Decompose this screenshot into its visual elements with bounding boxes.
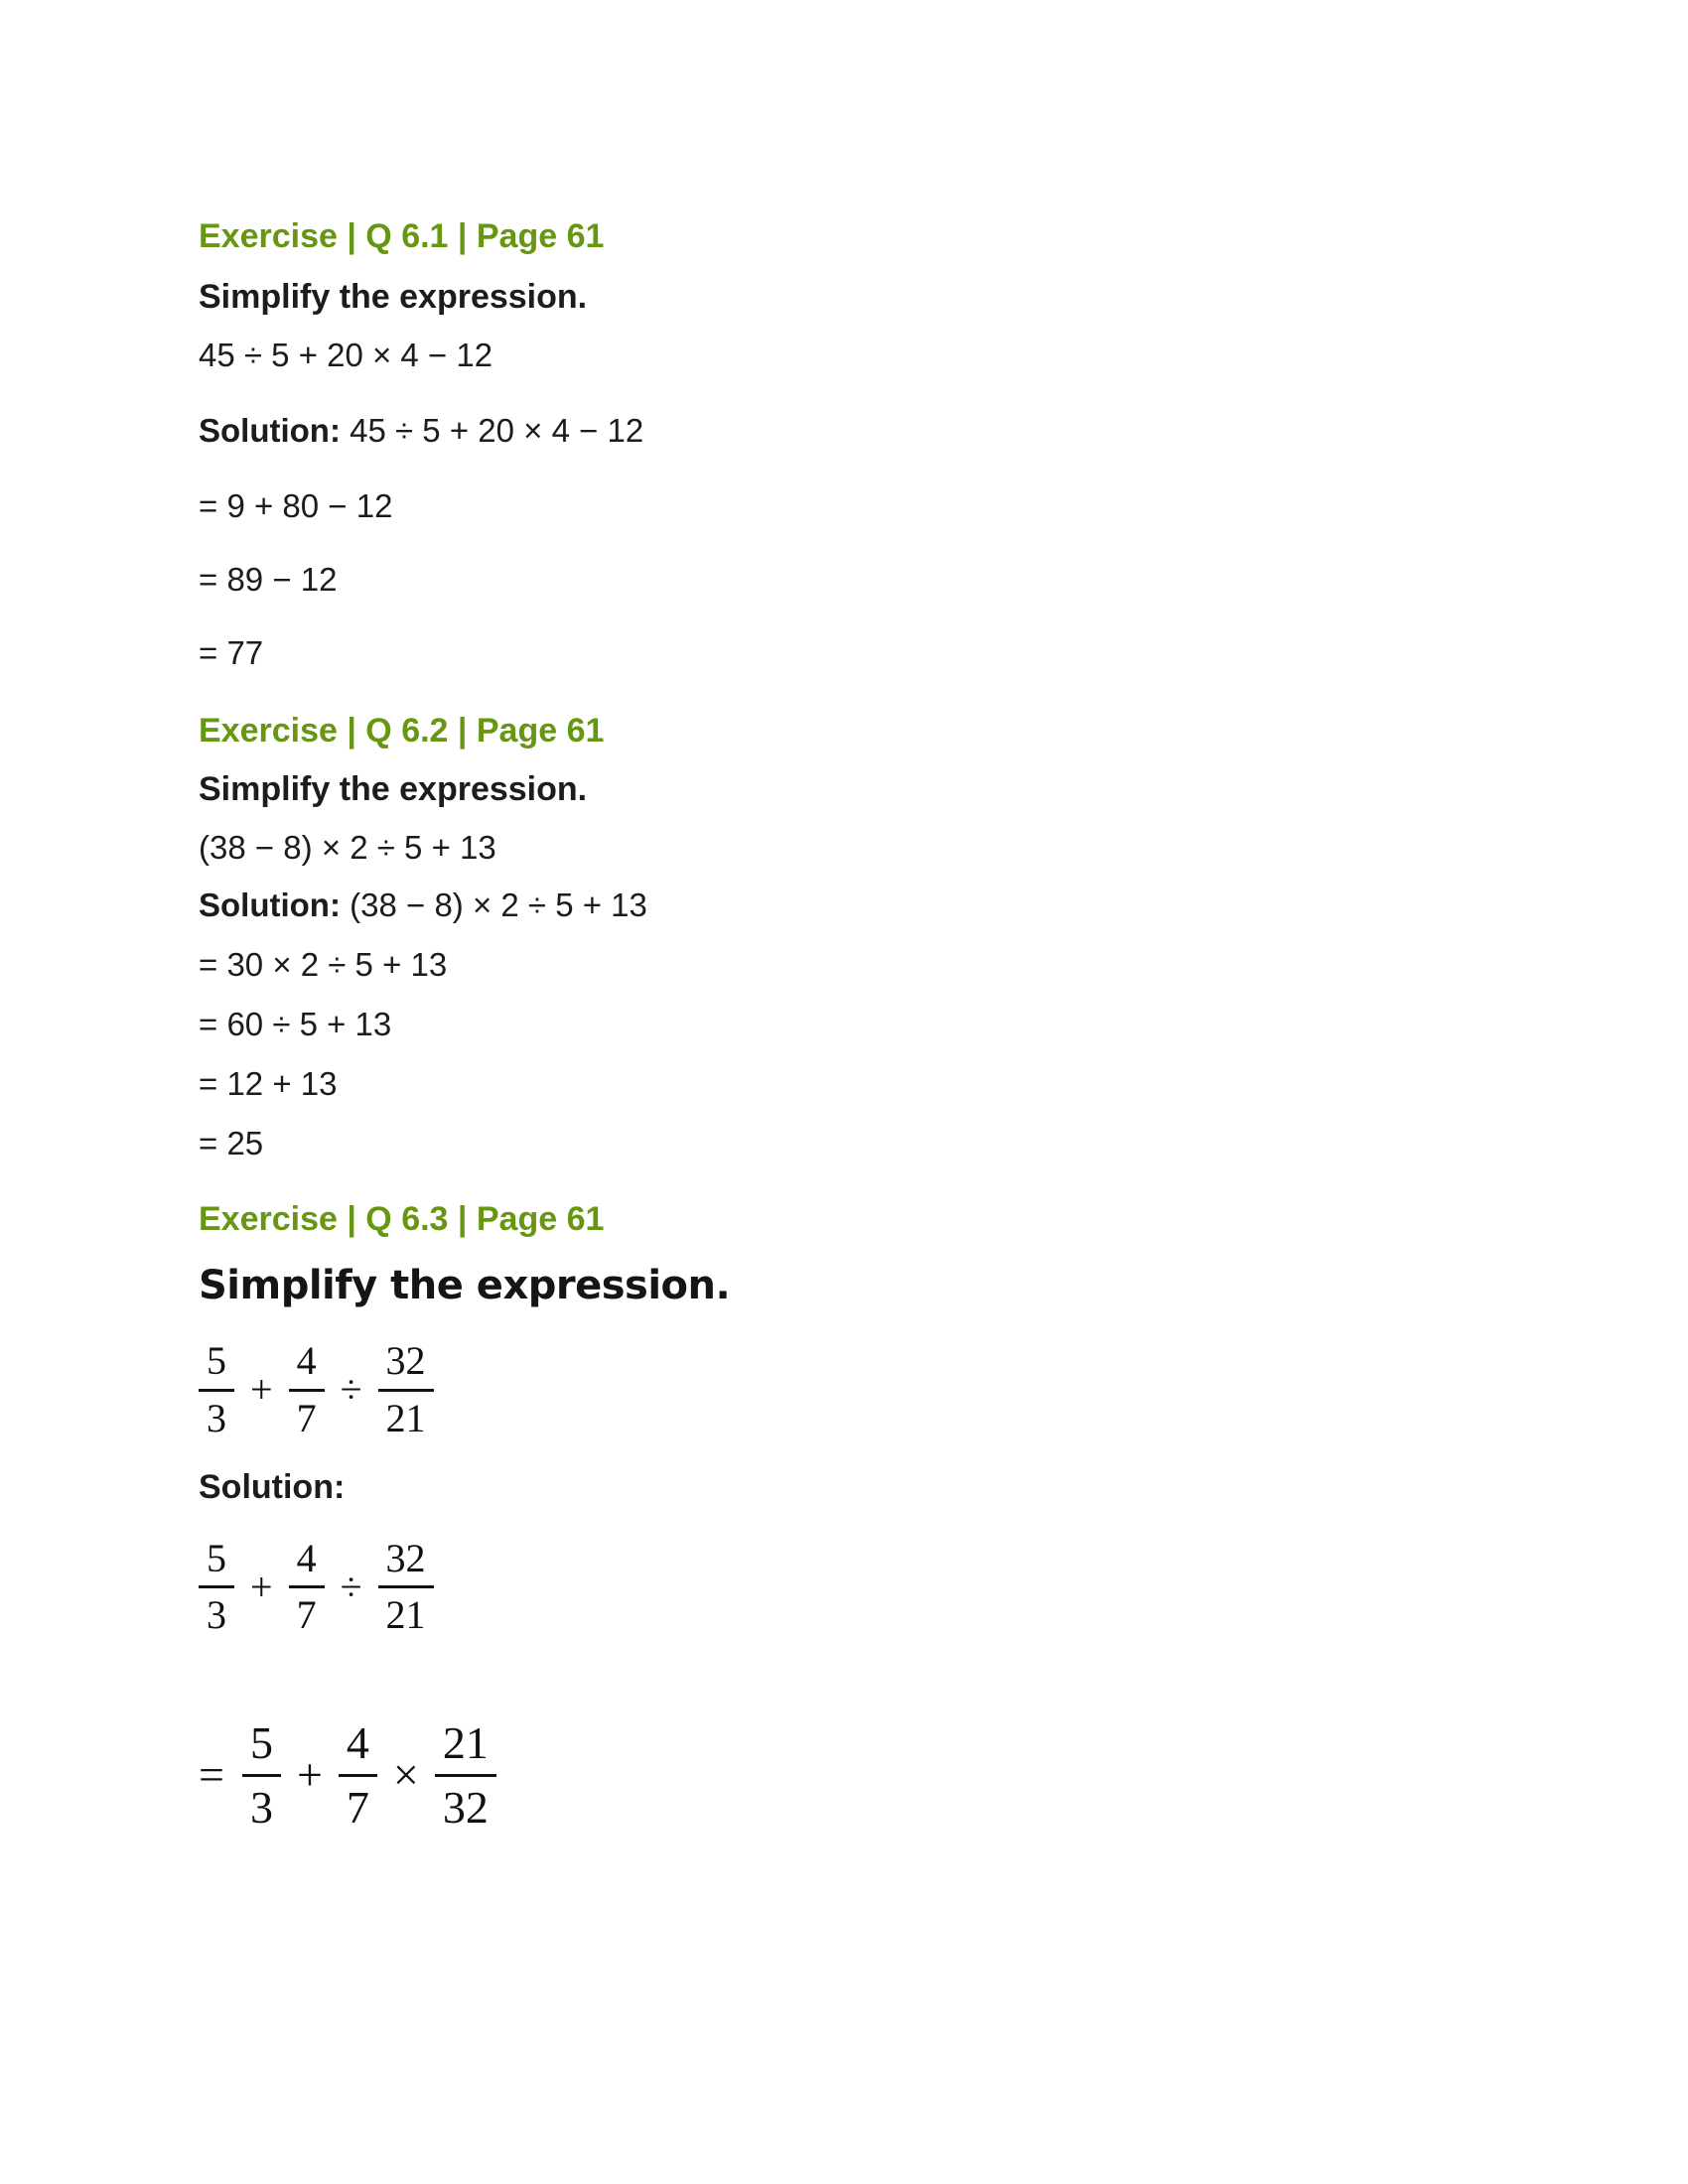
multiply-operator: ×: [392, 1749, 419, 1801]
solution-step: = 25: [199, 1125, 264, 1161]
solution-math-restate-q63: [199, 1537, 1340, 1639]
equals-sign: =: [199, 1749, 224, 1801]
exercise-section-q61: [199, 216, 1340, 673]
solution-step: = 89 − 12: [199, 561, 338, 598]
exercise-section-q62: [199, 711, 1340, 1163]
solution-step: = 30 × 2 ÷ 5 + 13: [199, 946, 448, 983]
solution-label-q63: Solution:: [199, 1467, 346, 1506]
fraction-denominator: 21: [378, 1389, 434, 1441]
fraction: [378, 1537, 434, 1639]
question-prompt-q63: Simplify the expression.: [199, 1263, 731, 1308]
fraction: [435, 1717, 496, 1833]
fraction-numerator: 4: [296, 1338, 317, 1383]
fraction-numerator: 4: [346, 1717, 369, 1769]
fraction-denominator: 32: [435, 1774, 496, 1834]
fraction-denominator: 3: [199, 1389, 234, 1441]
solution-step: = 12 + 13: [199, 1065, 338, 1102]
solution-expression-q62: (38 − 8) × 2 ÷ 5 + 13: [350, 887, 647, 923]
fraction: [199, 1537, 234, 1639]
solution-label-q62: Solution:: [199, 887, 341, 923]
fraction: [289, 1339, 325, 1441]
fraction-numerator: 4: [296, 1535, 317, 1580]
fraction-numerator: 32: [385, 1535, 426, 1580]
solutions-content: [199, 216, 1340, 1833]
solution-line-q62: [199, 886, 1340, 925]
solution-math-step-q63: [199, 1717, 1340, 1833]
fraction-numerator: 5: [207, 1338, 226, 1383]
fraction-denominator: 3: [242, 1774, 281, 1834]
fraction: [378, 1339, 434, 1441]
question-expression-q62: (38 − 8) × 2 ÷ 5 + 13: [199, 829, 496, 866]
solution-step: = 77: [199, 634, 264, 671]
question-prompt-q62: Simplify the expression.: [199, 770, 588, 808]
question-prompt-q61: Simplify the expression.: [199, 278, 588, 316]
fraction-denominator: 3: [199, 1585, 234, 1638]
exercise-section-q63: [199, 1199, 1340, 1833]
divide-operator: ÷: [340, 1564, 362, 1609]
fraction-denominator: 7: [289, 1585, 325, 1638]
question-expression-q61: 45 ÷ 5 + 20 × 4 − 12: [199, 337, 493, 373]
fraction-numerator: 21: [442, 1717, 489, 1769]
fraction-denominator: 7: [339, 1774, 377, 1834]
solution-step: = 60 ÷ 5 + 13: [199, 1006, 392, 1042]
plus-operator: +: [250, 1367, 273, 1413]
divide-operator: ÷: [340, 1367, 362, 1413]
question-math-q63: [199, 1339, 1340, 1441]
solution-label-q61: Solution:: [199, 412, 341, 449]
fraction: [339, 1717, 377, 1833]
fraction: [242, 1717, 281, 1833]
plus-operator: +: [296, 1749, 323, 1801]
fraction-denominator: 21: [378, 1585, 434, 1638]
solution-expression-q61: 45 ÷ 5 + 20 × 4 − 12: [350, 412, 644, 449]
exercise-heading-q62[interactable]: Exercise | Q 6.2 | Page 61: [199, 712, 605, 750]
exercise-heading-q61[interactable]: Exercise | Q 6.1 | Page 61: [199, 217, 605, 255]
fraction: [289, 1537, 325, 1639]
plus-operator: +: [250, 1564, 273, 1609]
fraction: [199, 1339, 234, 1441]
fraction-denominator: 7: [289, 1389, 325, 1441]
fraction-numerator: 32: [385, 1338, 426, 1383]
solution-line-q61: [199, 411, 1340, 451]
fraction-numerator: 5: [249, 1717, 273, 1769]
exercise-heading-q63[interactable]: Exercise | Q 6.3 | Page 61: [199, 1200, 605, 1238]
fraction-numerator: 5: [207, 1535, 226, 1580]
solution-step: = 9 + 80 − 12: [199, 487, 393, 524]
